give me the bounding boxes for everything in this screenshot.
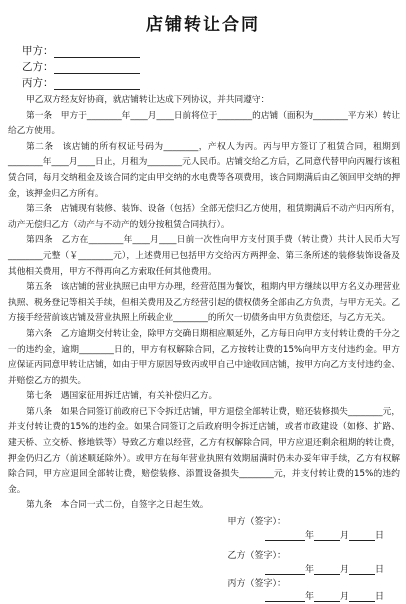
clause-7: 第七条 遇国家征用拆迁店铺，有关补偿归乙方。	[26, 391, 218, 402]
month-label: 月	[339, 565, 349, 575]
party-b-date	[265, 562, 384, 575]
year-label: 年	[304, 531, 314, 541]
year-blank	[265, 530, 305, 541]
party-b-label: 乙方：	[22, 61, 54, 73]
party-a-signature-label: 甲方（签字）：	[227, 517, 286, 527]
party-b-signature	[227, 548, 286, 561]
day-blank	[349, 564, 375, 575]
year-blank	[265, 591, 305, 602]
party-a-label: 甲方：	[22, 45, 54, 57]
party-b-signature-label: 乙方（签字）：	[227, 551, 286, 561]
party-c-signature	[227, 576, 286, 589]
clause-1: 第一条 甲方于________年____月____日前将位于________的店铺（面积为________平方米）转让给乙方使用。	[8, 110, 400, 137]
clause-3: 第三条 店铺现有装修、装饰、设备（包括）全部无偿归乙方使用，租赁期满后不动产归丙所有，动产无偿归乙方（动产与不动产的划分按租赁合同执行）。	[8, 204, 400, 230]
party-c-date	[265, 589, 384, 602]
clause-intro: 甲乙双方经友好协商，就店铺转让达成下列协议，并共同遵守：	[26, 95, 270, 105]
party-c-blank	[54, 78, 140, 90]
day-blank	[349, 530, 375, 541]
month-label: 月	[339, 592, 349, 602]
clause-5: 第五条 该店铺的营业执照已由甲方办理，经营范围为餐饮，租期内甲方继续以甲方名义办理营业执照、税务登记等相关手续，但相关费用及乙方经营引起的债权债务全部由乙方负责，与甲方无关。乙方接手经营前该店铺及营业执照上所载企业________的所欠一切债务由甲方负责偿还，与乙方无关。	[8, 282, 400, 324]
party-a-date	[265, 528, 384, 541]
month-blank	[314, 530, 340, 541]
party-c-signature-label: 丙方（签字）：	[227, 579, 286, 589]
month-blank	[314, 591, 340, 602]
clause-2: 第二条 该店铺的所有权证号码为________，产权人为丙。丙与甲方签订了租赁合同，租期到________年____月____日止，月租为________元人民币。店铺交给乙方后，乙同意代替甲向丙履行该租赁合同，每月交纳租金及该合同约定由甲交纳的水电费等各项费用，该合同期满后由乙领回甲交纳的押金，该押金归乙方所有。	[8, 141, 400, 199]
party-c-label: 丙方：	[22, 77, 54, 89]
clause-4: 第四条 乙方在________年____月____日前一次性向甲方支付顶手费（转让费）共计人民币大写________元整（￥________元），上述费用已包括甲方交给丙方两押金、第三条所述的装修装饰设备及其他相关费用，甲方不得再向乙方索取任何其他费用。	[8, 235, 400, 277]
party-a-signature	[227, 514, 286, 527]
party-a-blank	[54, 46, 140, 58]
clause-9: 第九条 本合同一式二份，自签字之日起生效。	[26, 500, 209, 511]
year-blank	[265, 564, 305, 575]
month-blank	[314, 564, 340, 575]
clause-6: 第六条 乙方逾期交付转让金，除甲方交确日期相应顺延外，乙方每日向甲方支付转让费的千分之一的违约金，逾期________日的，甲方有权解除合同，乙方按转让费的15%向甲方支付违约金。甲方应保证丙同意甲转让店铺，如由于甲方原因导致丙或甲自己中途收回店铺，按甲方向乙方支付违约金、并赔偿乙方的损失。	[8, 328, 400, 386]
year-label: 年	[304, 565, 314, 575]
clause-8: 第八条 如果合同签订前政府已下令拆迁店铺，甲方退偿全部转让费，赔还装修损失________元，并支付转让费的15%的违约金。如果合同签订之后政府明令拆迁店铺，或者市政建设（如修、扩路、建天桥、立交桥、修地铁等）导致乙方难以经营，乙方有权解除合同，甲方应退还剩余租期的转让费，押金仍归乙方（前述顺延除外）。或甲方在每年营业执照有效期届满时仍未办妥年审手续，乙方有权解除合同，甲方应退回全部转让费，赔偿装修、添置设备损失________元，并支付转让费的15%的违约金。	[8, 406, 400, 495]
party-b-line	[22, 60, 140, 74]
document-title: 店铺转让合同	[146, 15, 260, 35]
year-label: 年	[304, 592, 314, 602]
party-c-line	[22, 76, 140, 90]
party-b-blank	[54, 62, 140, 74]
party-a-line	[22, 44, 140, 58]
day-blank	[349, 591, 375, 602]
day-label: 日	[374, 565, 384, 575]
month-label: 月	[339, 531, 349, 541]
day-label: 日	[374, 592, 384, 602]
contract-body	[8, 93, 400, 514]
day-label: 日	[374, 531, 384, 541]
